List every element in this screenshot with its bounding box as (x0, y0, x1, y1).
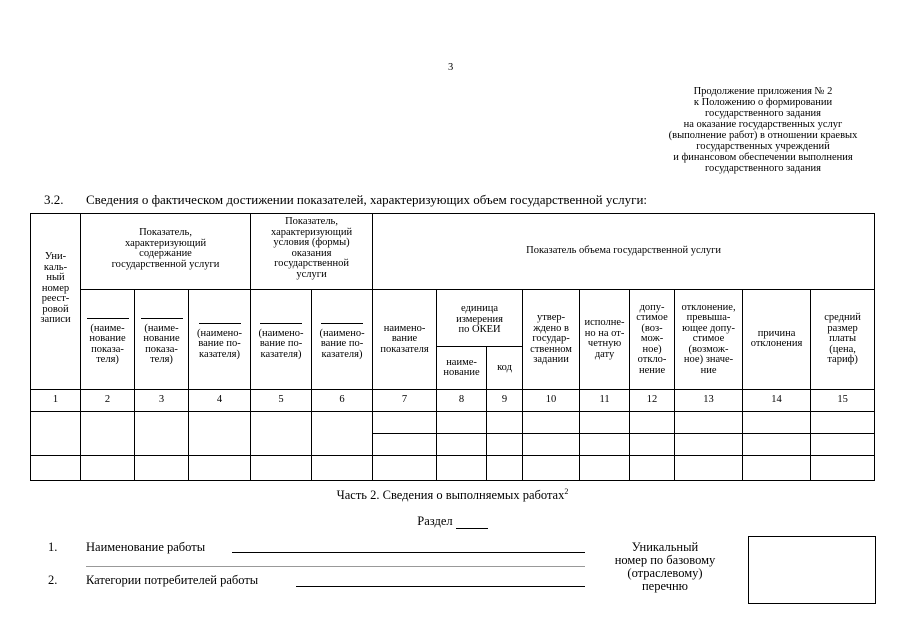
table-cell[interactable] (487, 411, 523, 433)
table-cell[interactable] (811, 455, 875, 480)
table-row (31, 455, 875, 480)
header-row-2 (31, 290, 875, 347)
col-number: 1 (31, 389, 81, 411)
table-cell[interactable] (189, 455, 251, 480)
table-cell[interactable] (675, 455, 743, 480)
table-cell[interactable] (437, 433, 487, 455)
table-cell[interactable] (437, 411, 487, 433)
table-cell[interactable] (31, 411, 81, 455)
table-cell[interactable] (312, 411, 373, 455)
table-cell[interactable] (580, 455, 630, 480)
col-number: 14 (743, 389, 811, 411)
unique-number-line: перечню (641, 579, 689, 593)
table-cell[interactable] (31, 455, 81, 480)
work-name-field[interactable] (232, 552, 585, 553)
header-volume-indicator: Показатель объема государственной услуги (373, 214, 875, 290)
header-content-indicator: Показатель, характеризующий содержание государственной услуги (81, 214, 251, 290)
col-number: 13 (675, 389, 743, 411)
volume-indicators-table (30, 213, 875, 481)
header-row-1 (31, 214, 875, 290)
razdel-number-field[interactable] (456, 516, 488, 529)
col-number: 5 (251, 389, 312, 411)
table-cell[interactable] (523, 433, 580, 455)
header-col-13: отклонение, превыша- ющее допу- стимое (возмож- ное) значе- ние (675, 290, 743, 389)
col-number: 4 (189, 389, 251, 411)
appendix-line: к Положению о формировании (693, 97, 833, 108)
col-number: 15 (811, 389, 875, 411)
header-col-2: (наиме- нование показа- теля) (81, 290, 135, 389)
table-row (31, 411, 875, 433)
table-cell[interactable] (743, 455, 811, 480)
unique-number-box[interactable] (748, 536, 876, 604)
page-number: 3 (448, 62, 454, 73)
table-cell[interactable] (487, 455, 523, 480)
header-conditions-indicator: Показатель, характеризующий условия (формы) оказания государственной услуги (251, 214, 373, 290)
unique-number-caption (600, 541, 730, 593)
header-okei: единица измерения по ОКЕИ (437, 290, 523, 347)
appendix-line: государственных учреждений (696, 141, 830, 152)
col-number: 7 (373, 389, 437, 411)
table-cell[interactable] (189, 411, 251, 455)
header-unique-record: Уни- каль- ный номер реест- ровой записи (31, 214, 81, 390)
appendix-line: и финансовом обеспечении выполнения (673, 152, 853, 163)
table-cell[interactable] (373, 433, 437, 455)
header-col-6: (наимено- вание по- казателя) (312, 290, 373, 389)
col-number: 11 (580, 389, 630, 411)
col-number: 9 (487, 389, 523, 411)
table-cell[interactable] (811, 433, 875, 455)
table-cell[interactable] (811, 411, 875, 433)
item-1-label: Наименование работы (86, 540, 206, 554)
unique-number-line: номер по базовому (614, 553, 716, 567)
appendix-line: на оказание государственных услуг (683, 119, 843, 130)
header-col-8: наиме- нование (437, 347, 487, 389)
appendix-caption (628, 86, 898, 174)
col-number: 2 (81, 389, 135, 411)
col-number: 10 (523, 389, 580, 411)
section-number: 3.2. (44, 192, 64, 207)
table-cell[interactable] (135, 411, 189, 455)
table-cell[interactable] (487, 433, 523, 455)
header-col-11: исполне- но на от- четную дату (580, 290, 630, 389)
col-number: 6 (312, 389, 373, 411)
header-col-10: утвер- ждено в государ- ственном задании (523, 290, 580, 389)
table-cell[interactable] (135, 455, 189, 480)
appendix-line: Продолжение приложения № 2 (693, 86, 833, 97)
razdel-line (0, 514, 905, 529)
table-cell[interactable] (630, 455, 675, 480)
consumer-categories-field[interactable] (296, 586, 585, 587)
part2-title (0, 487, 905, 503)
header-col-12: допу- стимое (воз- мож- ное) откло- нение (630, 290, 675, 389)
table-cell[interactable] (373, 411, 437, 433)
appendix-line: (выполнение работ) в отношении краевых (668, 130, 858, 141)
header-col-7: наимено- вание показателя (373, 290, 437, 389)
table-cell[interactable] (630, 433, 675, 455)
header-col-15: средний размер платы (цена, тариф) (811, 290, 875, 389)
table-cell[interactable] (523, 411, 580, 433)
work-name-field-continuation[interactable] (86, 566, 585, 567)
item-1-number: 1. (48, 540, 58, 554)
footnote-marker: 2 (564, 487, 569, 496)
table-cell[interactable] (523, 455, 580, 480)
item-2-label: Категории потребителей работы (86, 573, 259, 587)
col-number: 3 (135, 389, 189, 411)
table-cell[interactable] (251, 411, 312, 455)
column-numbers-row (31, 389, 875, 411)
item-2-number: 2. (48, 573, 58, 587)
table-cell[interactable] (743, 411, 811, 433)
table-cell[interactable] (675, 411, 743, 433)
table-cell[interactable] (373, 455, 437, 480)
unique-number-line: Уникальный (631, 540, 699, 554)
table-cell[interactable] (743, 433, 811, 455)
appendix-line: государственного задания (704, 108, 821, 119)
appendix-line: государственного задания (704, 163, 821, 174)
unique-number-line: (отраслевому) (627, 566, 703, 580)
header-col-4: (наимено- вание по- казателя) (189, 290, 251, 389)
col-number: 12 (630, 389, 675, 411)
table-cell[interactable] (630, 411, 675, 433)
table-cell[interactable] (81, 411, 135, 455)
header-col-14: причина отклонения (743, 290, 811, 389)
razdel-label: Раздел (417, 514, 453, 528)
table-cell[interactable] (580, 433, 630, 455)
table-cell[interactable] (312, 455, 373, 480)
table-cell[interactable] (675, 433, 743, 455)
part2-title-text: Часть 2. Сведения о выполняемых работах (336, 488, 565, 503)
table-cell[interactable] (437, 455, 487, 480)
col-number: 8 (437, 389, 487, 411)
table-cell[interactable] (580, 411, 630, 433)
header-col-5: (наимено- вание по- казателя) (251, 290, 312, 389)
table-cell[interactable] (81, 455, 135, 480)
section-title: Сведения о фактическом достижении показателей, характеризующих объем государственной услуги: (86, 192, 648, 207)
header-col-3: (наиме- нование показа- теля) (135, 290, 189, 389)
header-col-9: код (487, 347, 523, 389)
table-cell[interactable] (251, 455, 312, 480)
